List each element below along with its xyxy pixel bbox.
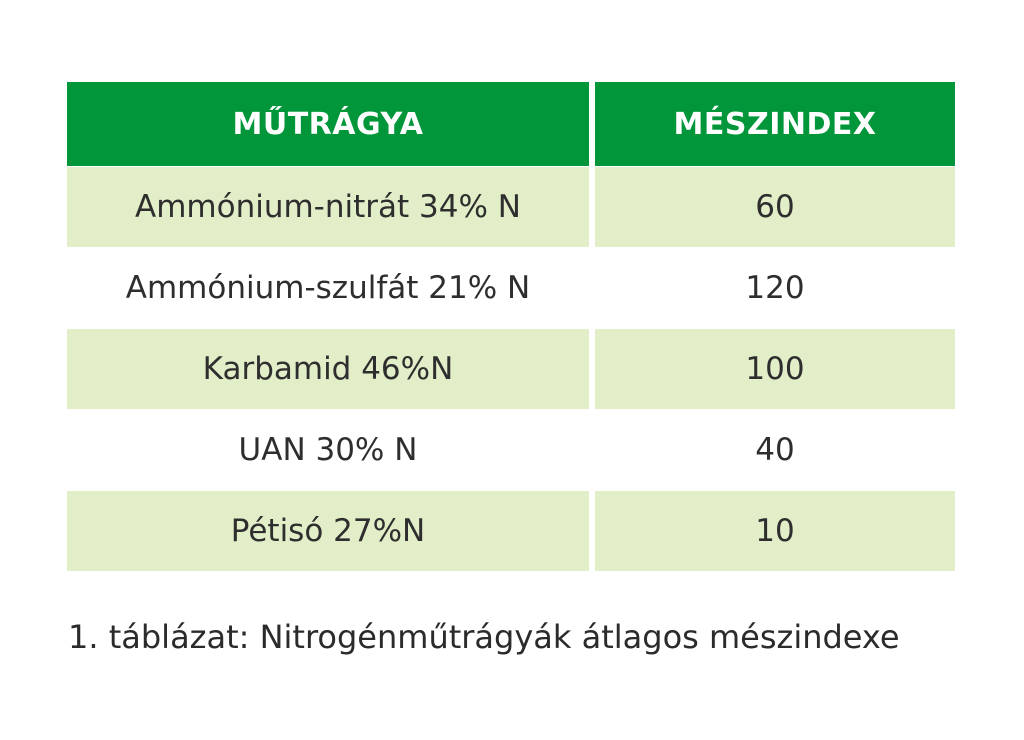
table-row [67, 409, 955, 490]
table-row [67, 328, 955, 409]
fertilizer-cell: Karbamid 46%N [67, 328, 589, 409]
fertilizer-cell: UAN 30% N [67, 409, 589, 490]
header-lime-index: MÉSZINDEX [595, 82, 955, 166]
table-row [67, 247, 955, 328]
lime-index-cell: 100 [595, 328, 955, 409]
header-fertilizer: MŰTRÁGYA [67, 82, 589, 166]
table-caption: 1. táblázat: Nitrogénműtrágyák átlagos mészindexe [68, 618, 900, 656]
table-header-row [67, 82, 955, 166]
fertilizer-cell: Pétisó 27%N [67, 490, 589, 571]
lime-index-cell: 60 [595, 166, 955, 247]
lime-index-cell: 10 [595, 490, 955, 571]
lime-index-cell: 40 [595, 409, 955, 490]
fertilizer-table-container [67, 82, 955, 571]
fertilizer-table [61, 82, 961, 571]
table-row [67, 166, 955, 247]
lime-index-cell: 120 [595, 247, 955, 328]
fertilizer-cell: Ammónium-szulfát 21% N [67, 247, 589, 328]
fertilizer-cell: Ammónium-nitrát 34% N [67, 166, 589, 247]
table-row [67, 490, 955, 571]
